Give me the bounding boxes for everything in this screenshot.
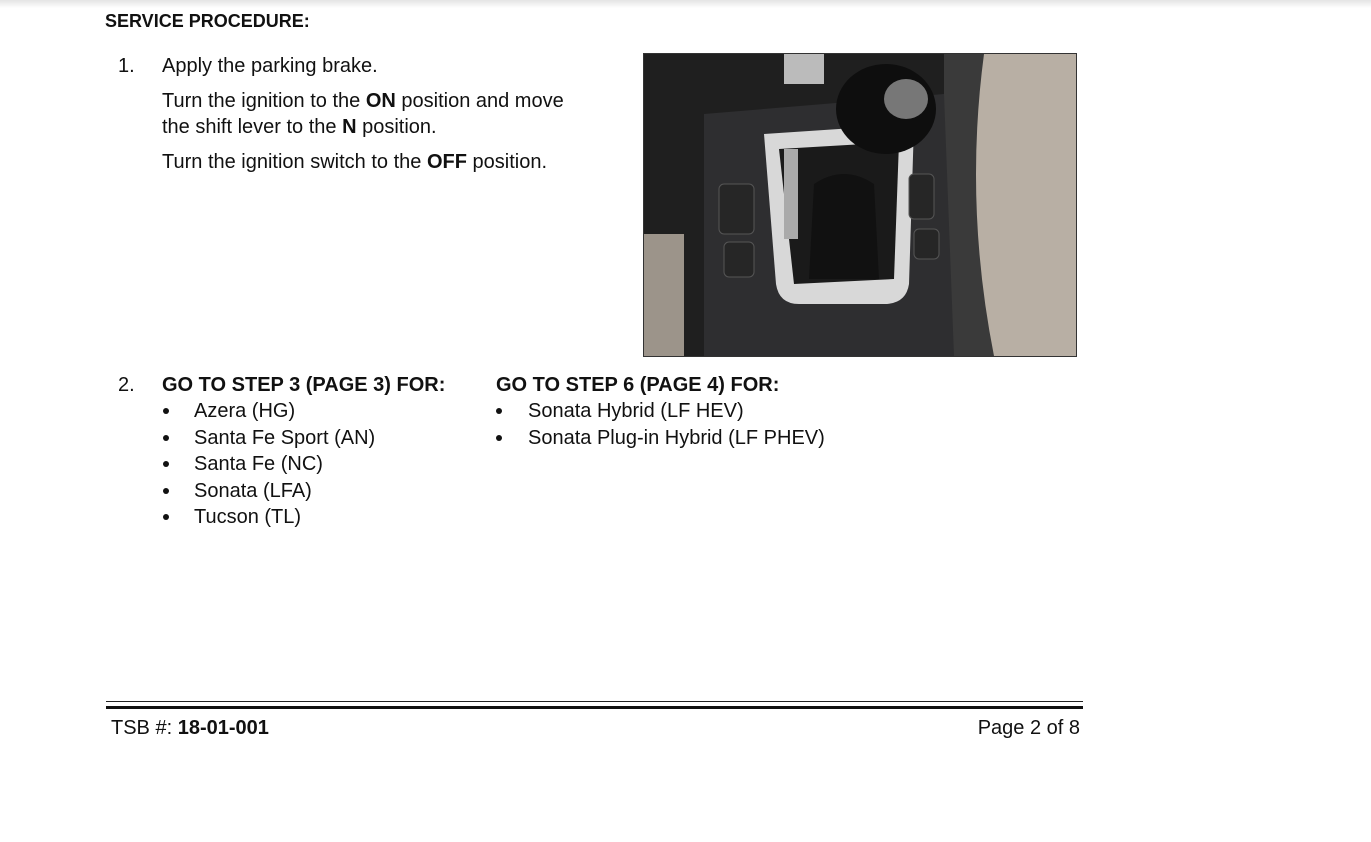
page-top-shadow <box>0 0 1371 8</box>
footer-rule-thin <box>106 701 1083 702</box>
list-item: Tucson (TL) <box>194 506 302 528</box>
bullet-icon <box>163 488 169 494</box>
gear-shifter-photo <box>643 53 1077 357</box>
bullet-icon <box>496 435 502 441</box>
bullet-icon <box>163 514 169 520</box>
list-item: Sonata Plug-in Hybrid (LF PHEV) <box>528 427 825 449</box>
step-1-line-2: Turn the ignition to the ON position and move <box>162 90 564 112</box>
bullet-icon <box>163 461 169 467</box>
bullet-icon <box>163 435 169 441</box>
page-number: Page 2 of 8 <box>977 717 1080 739</box>
list-item: Sonata (LFA) <box>194 480 312 502</box>
bullet-icon <box>163 408 169 414</box>
step-2-number: 2. <box>118 374 135 396</box>
step-1-line-3: the shift lever to the N position. <box>162 116 437 138</box>
list-item: Santa Fe Sport (AN) <box>194 427 376 449</box>
step-1-line-4: Turn the ignition switch to the OFF position. <box>162 151 548 173</box>
step-2-col1-heading: GO TO STEP 3 (PAGE 3) FOR: <box>162 374 446 396</box>
bullet-icon <box>496 408 502 414</box>
list-item: Santa Fe (NC) <box>194 453 323 475</box>
tsb-number: TSB #: 18-01-001 <box>111 717 269 739</box>
step-2-col2-heading: GO TO STEP 6 (PAGE 4) FOR: <box>496 374 780 396</box>
list-item: Azera (HG) <box>194 400 296 422</box>
list-item: Sonata Hybrid (LF HEV) <box>528 400 744 422</box>
section-heading: SERVICE PROCEDURE: <box>105 11 310 31</box>
footer-rule-thick <box>106 706 1083 709</box>
step-1-number: 1. <box>118 55 135 77</box>
step-1-line-1: Apply the parking brake. <box>162 55 378 77</box>
